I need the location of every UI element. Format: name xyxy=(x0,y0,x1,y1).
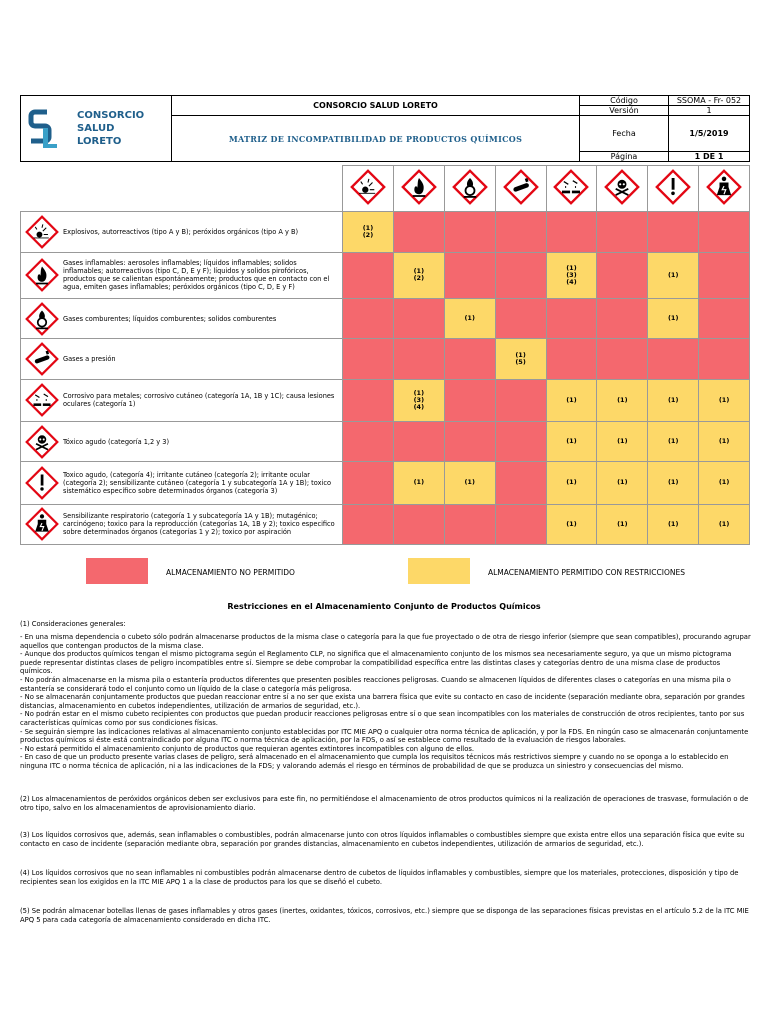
matrix-cell xyxy=(343,379,394,421)
legend-not-permitted-label: ALMACENAMIENTO NO PERMITIDO xyxy=(166,568,295,577)
row-label-cell xyxy=(21,462,343,504)
gas-cylinder-icon xyxy=(25,342,59,376)
row-label: Corrosivo para metales; corrosivo cutáneo (categoría 1A, 1B y 1C); causa lesiones oculares (categoría 1) xyxy=(63,392,335,409)
matrix-cell xyxy=(597,212,648,252)
flame-icon xyxy=(401,169,437,205)
column-header-4 xyxy=(495,166,546,212)
matrix-cell xyxy=(597,299,648,339)
column-header-3 xyxy=(444,166,495,212)
legend-swatch-restricted xyxy=(408,558,470,584)
matrix-cell: (1) (5) xyxy=(495,339,546,379)
matrix-cell xyxy=(393,421,444,461)
matrix-cell xyxy=(648,339,699,379)
matrix-cell: (1) xyxy=(648,462,699,504)
note-4: (4) Los líquidos corrosivos que no sean inflamables ni combustibles podrán almacenarse dentro de cubetos de líquidos inflamables y combustibles, siempre que los materiales, protecciones, disposición y tipo de recipientes sean los exigidos en la ITC MIE APQ 1 a la clase de productos para los que se diseñó el cubeto. xyxy=(20,869,739,886)
row-label: Gases a presión xyxy=(63,355,116,363)
row-label: Toxico agudo, (categoría 4); irritante cutáneo (categoría 2); irritante ocular (categoría 2); sensibilizante cutáneo (categoría 1 y subcategoría 1A y 1B); toxico sistemático específico sobre determinados órganos (categoría 3) xyxy=(63,470,331,495)
row-label-cell xyxy=(21,379,343,421)
logo-line-3: LORETO xyxy=(77,136,122,147)
matrix-cell xyxy=(546,212,597,252)
matrix-row xyxy=(21,379,750,421)
matrix-cell: (1) xyxy=(546,379,597,421)
flame-over-circle-icon xyxy=(25,302,59,336)
matrix-cell: (1) (2) xyxy=(343,212,394,252)
exploding-bomb-icon xyxy=(25,215,59,249)
matrix-cell xyxy=(495,421,546,461)
document-title: MATRIZ DE INCOMPATIBILIDAD DE PRODUCTOS QUÍMICOS xyxy=(172,116,580,162)
matrix-cell: (1) xyxy=(546,504,597,544)
flame-icon xyxy=(25,258,59,292)
matrix-cell xyxy=(546,299,597,339)
column-header-6 xyxy=(597,166,648,212)
matrix-cell xyxy=(343,339,394,379)
column-header-5 xyxy=(546,166,597,212)
row-label: Gases comburentes; líquidos comburentes; solidos comburentes xyxy=(63,314,277,323)
matrix-cell: (1) xyxy=(597,462,648,504)
matrix-cell xyxy=(597,252,648,298)
note-1-body: - En una misma dependencia o cubeto sólo podrán almacenarse productos de la misma clase o categoría para la que fue proyectado o de otra de riesgo inferior (siempre que sean compatibles), procurando agrupar aquellos que contengan productos de la misma clase. - Aunque dos productos químicos tengan el mismo pictograma según el Reglamento CLP, no significa que el almacenamiento conjunto de los mismos sea necesariamente seguro, ya que un mismo pictograma puede representar distintas clases de peligro incompatibles entre sí. Siempre se debe comprobar la compatibilidad específica entre las distintas clases y categorías dentro de una misma clase de productos químicos. - No podrán almacenarse en la misma pila o estantería productos diferentes que presenten posibles reacciones peligrosas. Cuando se almacenen líquidos de diferentes clases o categorías en una misma pila o estantería se considerará todo el conjunto como un líquido de la clase o categoría más peligrosa. - No se almacenarán conjuntamente productos que puedan reaccionar entre sí a no ser que exista una barrera física que evite su contacto en caso de incidente (separación mediante obra, separación por grandes distancias, almacenamiento en cubetos independientes, utilización de armarios de seguridad, etc.). - No podrán estar en el mismo cubeto recipientes con productos que puedan producir reacciones peligrosas entre sí o que sean incompatibles con los materiales de construcción de otros recipientes, tanto por sus características químicas como por sus condiciones físicas. - Se seguirán siempre las indicaciones relativas al almacenamiento conjunto establecidas por ITC MIE APQ o cualquier otra norma técnica de aplicación, y por la FDS. En ningún caso se almacenarán conjuntamente productos químicos si éste está contraindicado por alguna ITC o norma técnica de aplicación, por la FDS, o así se establece como resultado de la evaluación de riesgos laborales. - No estará permitido el almacenamiento conjunto de productos que requieran agentes extintores incompatibles con alguno de ellos. - En caso de que un producto presente varias clases de peligro, será almacenado en el almacenamiento que cumpla los requisitos técnicos más restrictivos siempre y cuando no se oponga a lo establecido en ninguna ITC o norma técnica de aplicación, ni a las indicaciones de la FDS; y valorando además el riesgo en términos de probabilidad de que se produzca un siniestro y consecuencias del mismo. xyxy=(20,633,751,770)
matrix-cell xyxy=(597,339,648,379)
matrix-cell: (1) xyxy=(393,462,444,504)
exclamation-mark-icon xyxy=(655,169,691,205)
note-1-heading: (1) Consideraciones generales: xyxy=(20,620,126,628)
matrix-cell xyxy=(343,504,394,544)
matrix-cell: (1) xyxy=(648,299,699,339)
matrix-cell xyxy=(343,421,394,461)
health-hazard-icon xyxy=(25,507,59,541)
matrix-cell: (1) xyxy=(546,462,597,504)
matrix-cell xyxy=(495,379,546,421)
logo-line-2: SALUD xyxy=(77,123,115,134)
matrix-row xyxy=(21,462,750,504)
meta-page-value: 1 DE 1 xyxy=(669,152,750,162)
column-header-2 xyxy=(393,166,444,212)
company-logo xyxy=(21,96,172,162)
restrictions-title: Restricciones en el Almacenamiento Conjunto de Productos Químicos xyxy=(227,602,541,611)
matrix-cell xyxy=(393,299,444,339)
row-label: Tóxico agudo (categoría 1,2 y 3) xyxy=(63,437,170,446)
row-label: Gases inflamables: aerosoles inflamables; líquidos inflamables; solidos inflamables; autorreactivos (tipo C, D, E y F); líquidos y solidos pirofóricos, productos que se calientan espontáneamente; productos que en contacto con el agua, emiten gases inflamables; peróxidos orgánicos (tipo C, D, E y F) xyxy=(63,259,330,292)
meta-version-label: Versión xyxy=(580,106,669,116)
matrix-cell: (1) (3) (4) xyxy=(393,379,444,421)
company-name: CONSORCIO SALUD LORETO xyxy=(172,96,580,116)
matrix-cell: (1) xyxy=(648,504,699,544)
row-label-cell xyxy=(21,299,343,339)
matrix-cell xyxy=(343,252,394,298)
matrix-cell xyxy=(343,299,394,339)
matrix-cell xyxy=(648,212,699,252)
matrix-cell: (1) xyxy=(597,379,648,421)
matrix-cell xyxy=(444,504,495,544)
legend-restricted-label: ALMACENAMIENTO PERMITIDO CON RESTRICCIONES xyxy=(488,568,685,577)
matrix-cell: (1) xyxy=(699,504,750,544)
matrix-cell xyxy=(495,299,546,339)
matrix-cell xyxy=(444,252,495,298)
matrix-cell: (1) xyxy=(699,379,750,421)
matrix-corner xyxy=(21,166,343,212)
matrix-cell xyxy=(444,339,495,379)
row-label-cell xyxy=(21,504,343,544)
meta-code-value: SSOMA - Fr- 052 xyxy=(669,96,750,106)
matrix-cell xyxy=(495,212,546,252)
meta-version-value: 1 xyxy=(669,106,750,116)
row-label-cell xyxy=(21,252,343,298)
matrix-cell xyxy=(444,421,495,461)
meta-date-value: 1/5/2019 xyxy=(669,116,750,152)
row-label-cell xyxy=(21,421,343,461)
matrix-cell xyxy=(393,339,444,379)
meta-code-label: Código xyxy=(580,96,669,106)
matrix-cell xyxy=(495,504,546,544)
matrix-row xyxy=(21,299,750,339)
legend-swatch-not-permitted xyxy=(86,558,148,584)
matrix-cell xyxy=(444,212,495,252)
matrix-cell: (1) xyxy=(699,462,750,504)
corrosion-icon xyxy=(25,383,59,417)
matrix-cell xyxy=(546,339,597,379)
matrix-cell: (1) (2) xyxy=(393,252,444,298)
matrix-cell: (1) xyxy=(648,252,699,298)
exploding-bomb-icon xyxy=(350,169,386,205)
matrix-row xyxy=(21,252,750,298)
matrix-cell: (1) xyxy=(597,504,648,544)
matrix-cell xyxy=(393,212,444,252)
skull-crossbones-icon xyxy=(604,169,640,205)
incompatibility-matrix xyxy=(20,165,750,545)
matrix-cell: (1) xyxy=(444,462,495,504)
matrix-cell xyxy=(699,339,750,379)
matrix-row xyxy=(21,212,750,252)
matrix-cell: (1) (3) (4) xyxy=(546,252,597,298)
column-header-8 xyxy=(699,166,750,212)
matrix-cell: (1) xyxy=(597,421,648,461)
meta-date-label: Fecha xyxy=(580,116,669,152)
matrix-cell: (1) xyxy=(648,421,699,461)
matrix-row xyxy=(21,339,750,379)
matrix-cell: (1) xyxy=(648,379,699,421)
note-3: (3) Los líquidos corrosivos que, además, sean inflamables o combustibles, podrán almacenarse junto con otros líquidos inflamables o combustibles siempre que exista entre ellos una separación física que evite su contacto en caso de incidente (separación mediante obra, separación por grandes distancias, almacenamiento en cubetos independientes, utilización de armarios de seguridad, etc.). xyxy=(20,831,745,848)
matrix-cell xyxy=(495,252,546,298)
document-header xyxy=(20,95,750,160)
row-label-cell xyxy=(21,212,343,252)
matrix-cell xyxy=(699,212,750,252)
matrix-cell xyxy=(393,504,444,544)
matrix-cell xyxy=(699,299,750,339)
note-2: (2) Los almacenamientos de peróxidos orgánicos deben ser exclusivos para este fin, no permitiéndose el almacenamiento de otros productos químicos ni la realización de operaciones de trasvase, formulación o de otro tipo, salvo en los almacenamientos de aprovisionamiento diario. xyxy=(20,795,749,812)
row-label: Sensibilizante respiratorio (categoría 1 y subcategoría 1A y 1B); mutagénico; carcinógeno; toxico para la reproducción (categorías 1A, 1B y 2); toxico especifico sobre determinados órganos (categorías 1 y 2); toxico por aspiración xyxy=(63,512,335,537)
column-header-1 xyxy=(343,166,394,212)
row-label: Explosivos, autorreactivos (tipo A y B); peróxidos orgánicos (tipo A y B) xyxy=(63,228,299,237)
matrix-cell xyxy=(699,252,750,298)
health-hazard-icon xyxy=(706,169,742,205)
matrix-cell: (1) xyxy=(546,421,597,461)
matrix-cell: (1) xyxy=(444,299,495,339)
matrix-cell xyxy=(495,462,546,504)
row-label-cell xyxy=(21,339,343,379)
gas-cylinder-icon xyxy=(503,169,539,205)
logo-line-1: CONSORCIO xyxy=(77,110,145,121)
matrix-cell xyxy=(444,379,495,421)
matrix-row xyxy=(21,421,750,461)
note-5: (5) Se podrán almacenar botellas llenas de gases inflamables y otros gases (inertes, oxidantes, tóxicos, corrosivos, etc.) siempre que se disponga de las separaciones físicas previstas en el artículo 5.2 de la ITC MIE APQ 5 para cada categoría de almacenamiento considerado en dicha ITC. xyxy=(20,907,749,924)
matrix-row xyxy=(21,504,750,544)
flame-over-circle-icon xyxy=(452,169,488,205)
corrosion-icon xyxy=(553,169,589,205)
exclamation-mark-icon xyxy=(25,466,59,500)
skull-crossbones-icon xyxy=(25,425,59,459)
column-header-7 xyxy=(648,166,699,212)
matrix-cell: (1) xyxy=(699,421,750,461)
matrix-cell xyxy=(343,462,394,504)
meta-page-label: Página xyxy=(580,152,669,162)
